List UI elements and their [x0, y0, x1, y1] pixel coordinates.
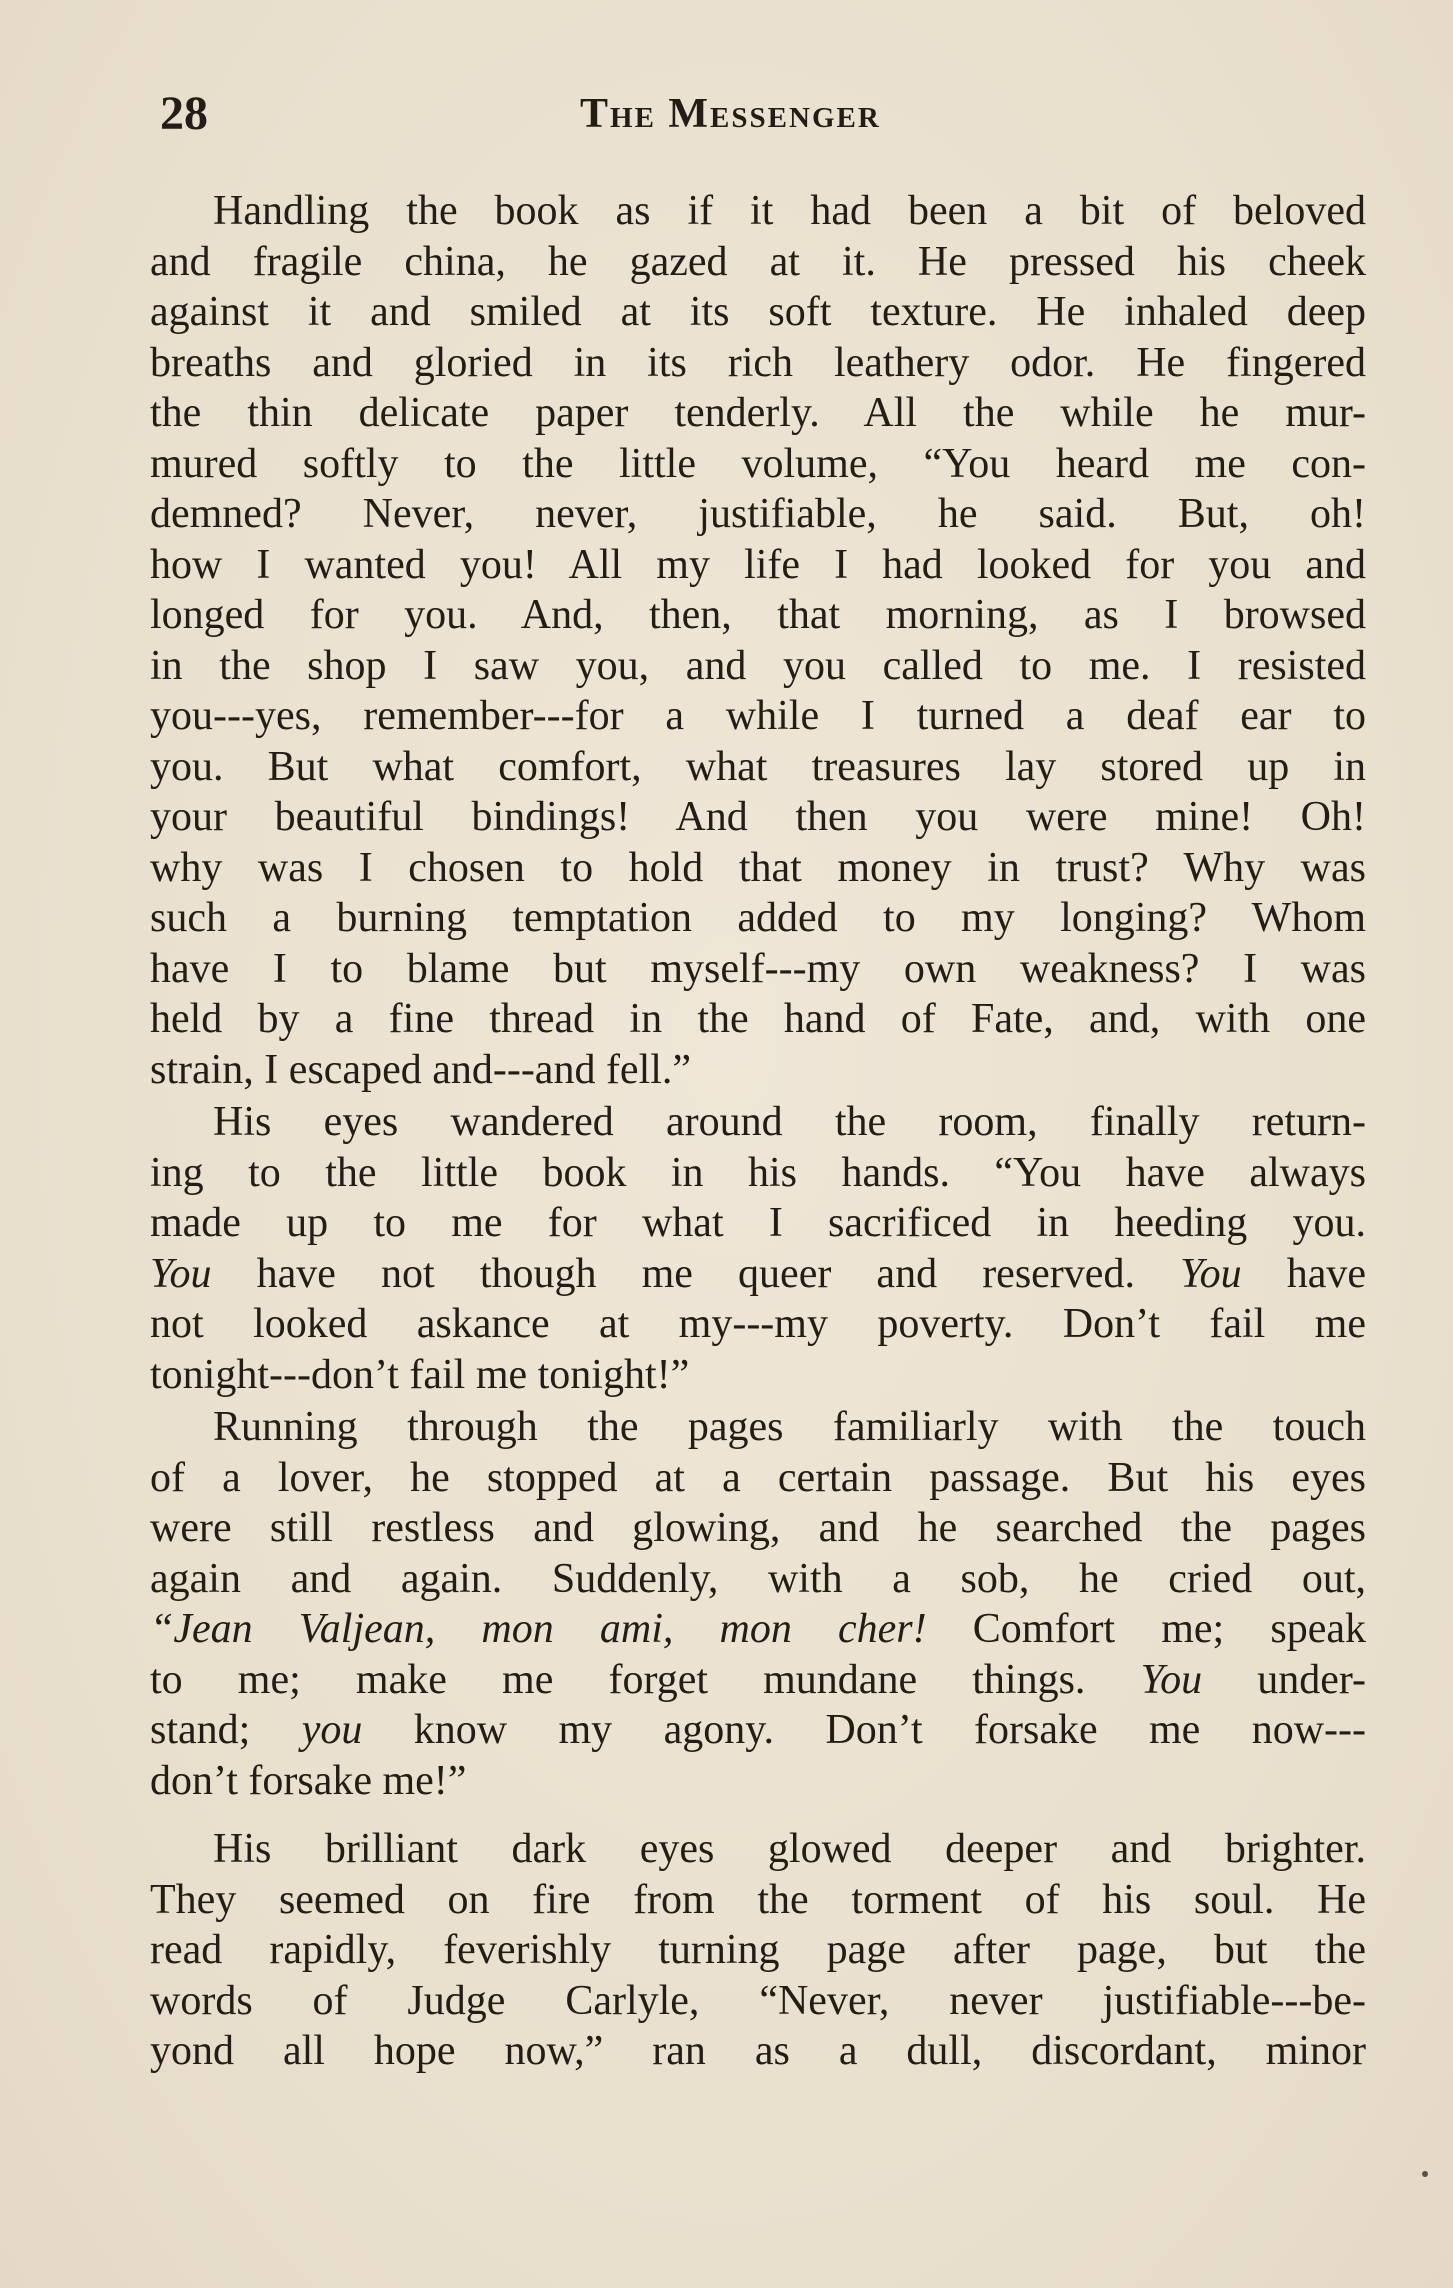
text-line: longed for you. And, then, that morning, as I browsed	[150, 592, 1366, 638]
text-line: His eyes wandered around the room, finally return-	[213, 1099, 1366, 1145]
text-line: words of Judge Carlyle, “Never, never justifiable---be-	[150, 1977, 1366, 2024]
paragraph-4	[150, 1824, 1366, 2077]
paragraph-3	[150, 1402, 1366, 1806]
paragraph-1	[150, 186, 1366, 1095]
text-line: such a burning temptation added to my longing? Whom	[150, 895, 1366, 941]
paragraph-2	[150, 1097, 1366, 1400]
text-line: you---yes, remember---for a while I turned a deaf ear to	[150, 693, 1366, 739]
text-line: not looked askance at my---my poverty. Don’t fail me	[150, 1301, 1366, 1347]
text-line-mixed	[150, 1705, 1366, 1756]
text-line-mixed	[150, 1655, 1366, 1706]
italic-you: You	[150, 1250, 212, 1297]
text-line: why was I chosen to hold that money in trust? Why was	[150, 844, 1366, 891]
text-line: were still restless and glowing, and he searched the pages	[150, 1505, 1366, 1551]
text-line: yond all hope now,” ran as a dull, discordant, minor	[150, 2028, 1366, 2074]
text-fragment: under-	[1202, 1656, 1366, 1703]
ink-speck	[1422, 2171, 1428, 2177]
text-line: have I to blame but myself---my own weakness? I was	[150, 945, 1366, 992]
text-line: demned? Never, never, justifiable, he said. But, oh!	[150, 491, 1366, 537]
text-line: and fragile china, he gazed at it. He pressed his cheek	[150, 238, 1366, 285]
italic-you: you	[301, 1707, 363, 1753]
italic-you: You	[1140, 1656, 1203, 1703]
text-line: against it and smiled at its soft texture. He inhaled deep	[150, 289, 1366, 335]
text-fragment: know my agony. Don’t forsake me now---	[362, 1707, 1366, 1753]
italic-you: You	[1180, 1250, 1242, 1297]
text-fragment: have not though me queer and reserved.	[211, 1250, 1181, 1297]
text-line: breaths and gloried in its rich leathery odor. He fingered	[150, 339, 1366, 386]
text-line-mixed	[150, 1249, 1366, 1300]
text-line: strain, I escaped and---and fell.”	[150, 1046, 692, 1093]
text-line: Handling the book as if it had been a bit of beloved	[213, 188, 1366, 234]
text-line: His brilliant dark eyes glowed deeper and brighter.	[213, 1826, 1366, 1872]
text-line: don’t forsake me!”	[150, 1757, 467, 1804]
body-text	[150, 186, 1366, 2077]
page-number: 28	[160, 87, 208, 140]
text-line-mixed	[150, 1604, 1366, 1655]
text-line: They seemed on fire from the torment of his soul. He	[150, 1876, 1366, 1923]
text-line: made up to me for what I sacrificed in heeding you.	[150, 1200, 1366, 1246]
italic-quote: “Jean Valjean, mon ami, mon cher!	[150, 1606, 927, 1652]
text-fragment: to me; make me forget mundane things.	[150, 1656, 1141, 1703]
text-fragment: have	[1241, 1250, 1366, 1297]
text-line: Running through the pages familiarly with the touch	[213, 1404, 1366, 1450]
text-line: again and again. Suddenly, with a sob, he cried out,	[150, 1555, 1366, 1602]
text-line: tonight---don’t fail me tonight!”	[150, 1351, 690, 1398]
running-title: The Messenger	[580, 91, 881, 137]
text-line: read rapidly, feverishly turning page after page, but the	[150, 1927, 1366, 1973]
running-header	[160, 84, 1375, 144]
text-line: mured softly to the little volume, “You heard me con-	[150, 440, 1366, 487]
text-line: your beautiful bindings! And then you were mine! Oh!	[150, 794, 1366, 840]
text-line: held by a fine thread in the hand of Fate, and, with one	[150, 996, 1366, 1042]
text-line: in the shop I saw you, and you called to me. I resisted	[150, 642, 1366, 689]
text-line: of a lover, he stopped at a certain passage. But his eyes	[150, 1454, 1366, 1501]
text-line: the thin delicate paper tenderly. All the while he mur-	[150, 390, 1366, 436]
text-line: you. But what comfort, what treasures lay stored up in	[150, 743, 1366, 790]
text-line: how I wanted you! All my life I had looked for you and	[150, 541, 1366, 588]
text-fragment: Comfort me; speak	[926, 1606, 1366, 1652]
text-fragment: stand;	[150, 1707, 302, 1753]
text-line: ing to the little book in his hands. “You have always	[150, 1149, 1366, 1196]
